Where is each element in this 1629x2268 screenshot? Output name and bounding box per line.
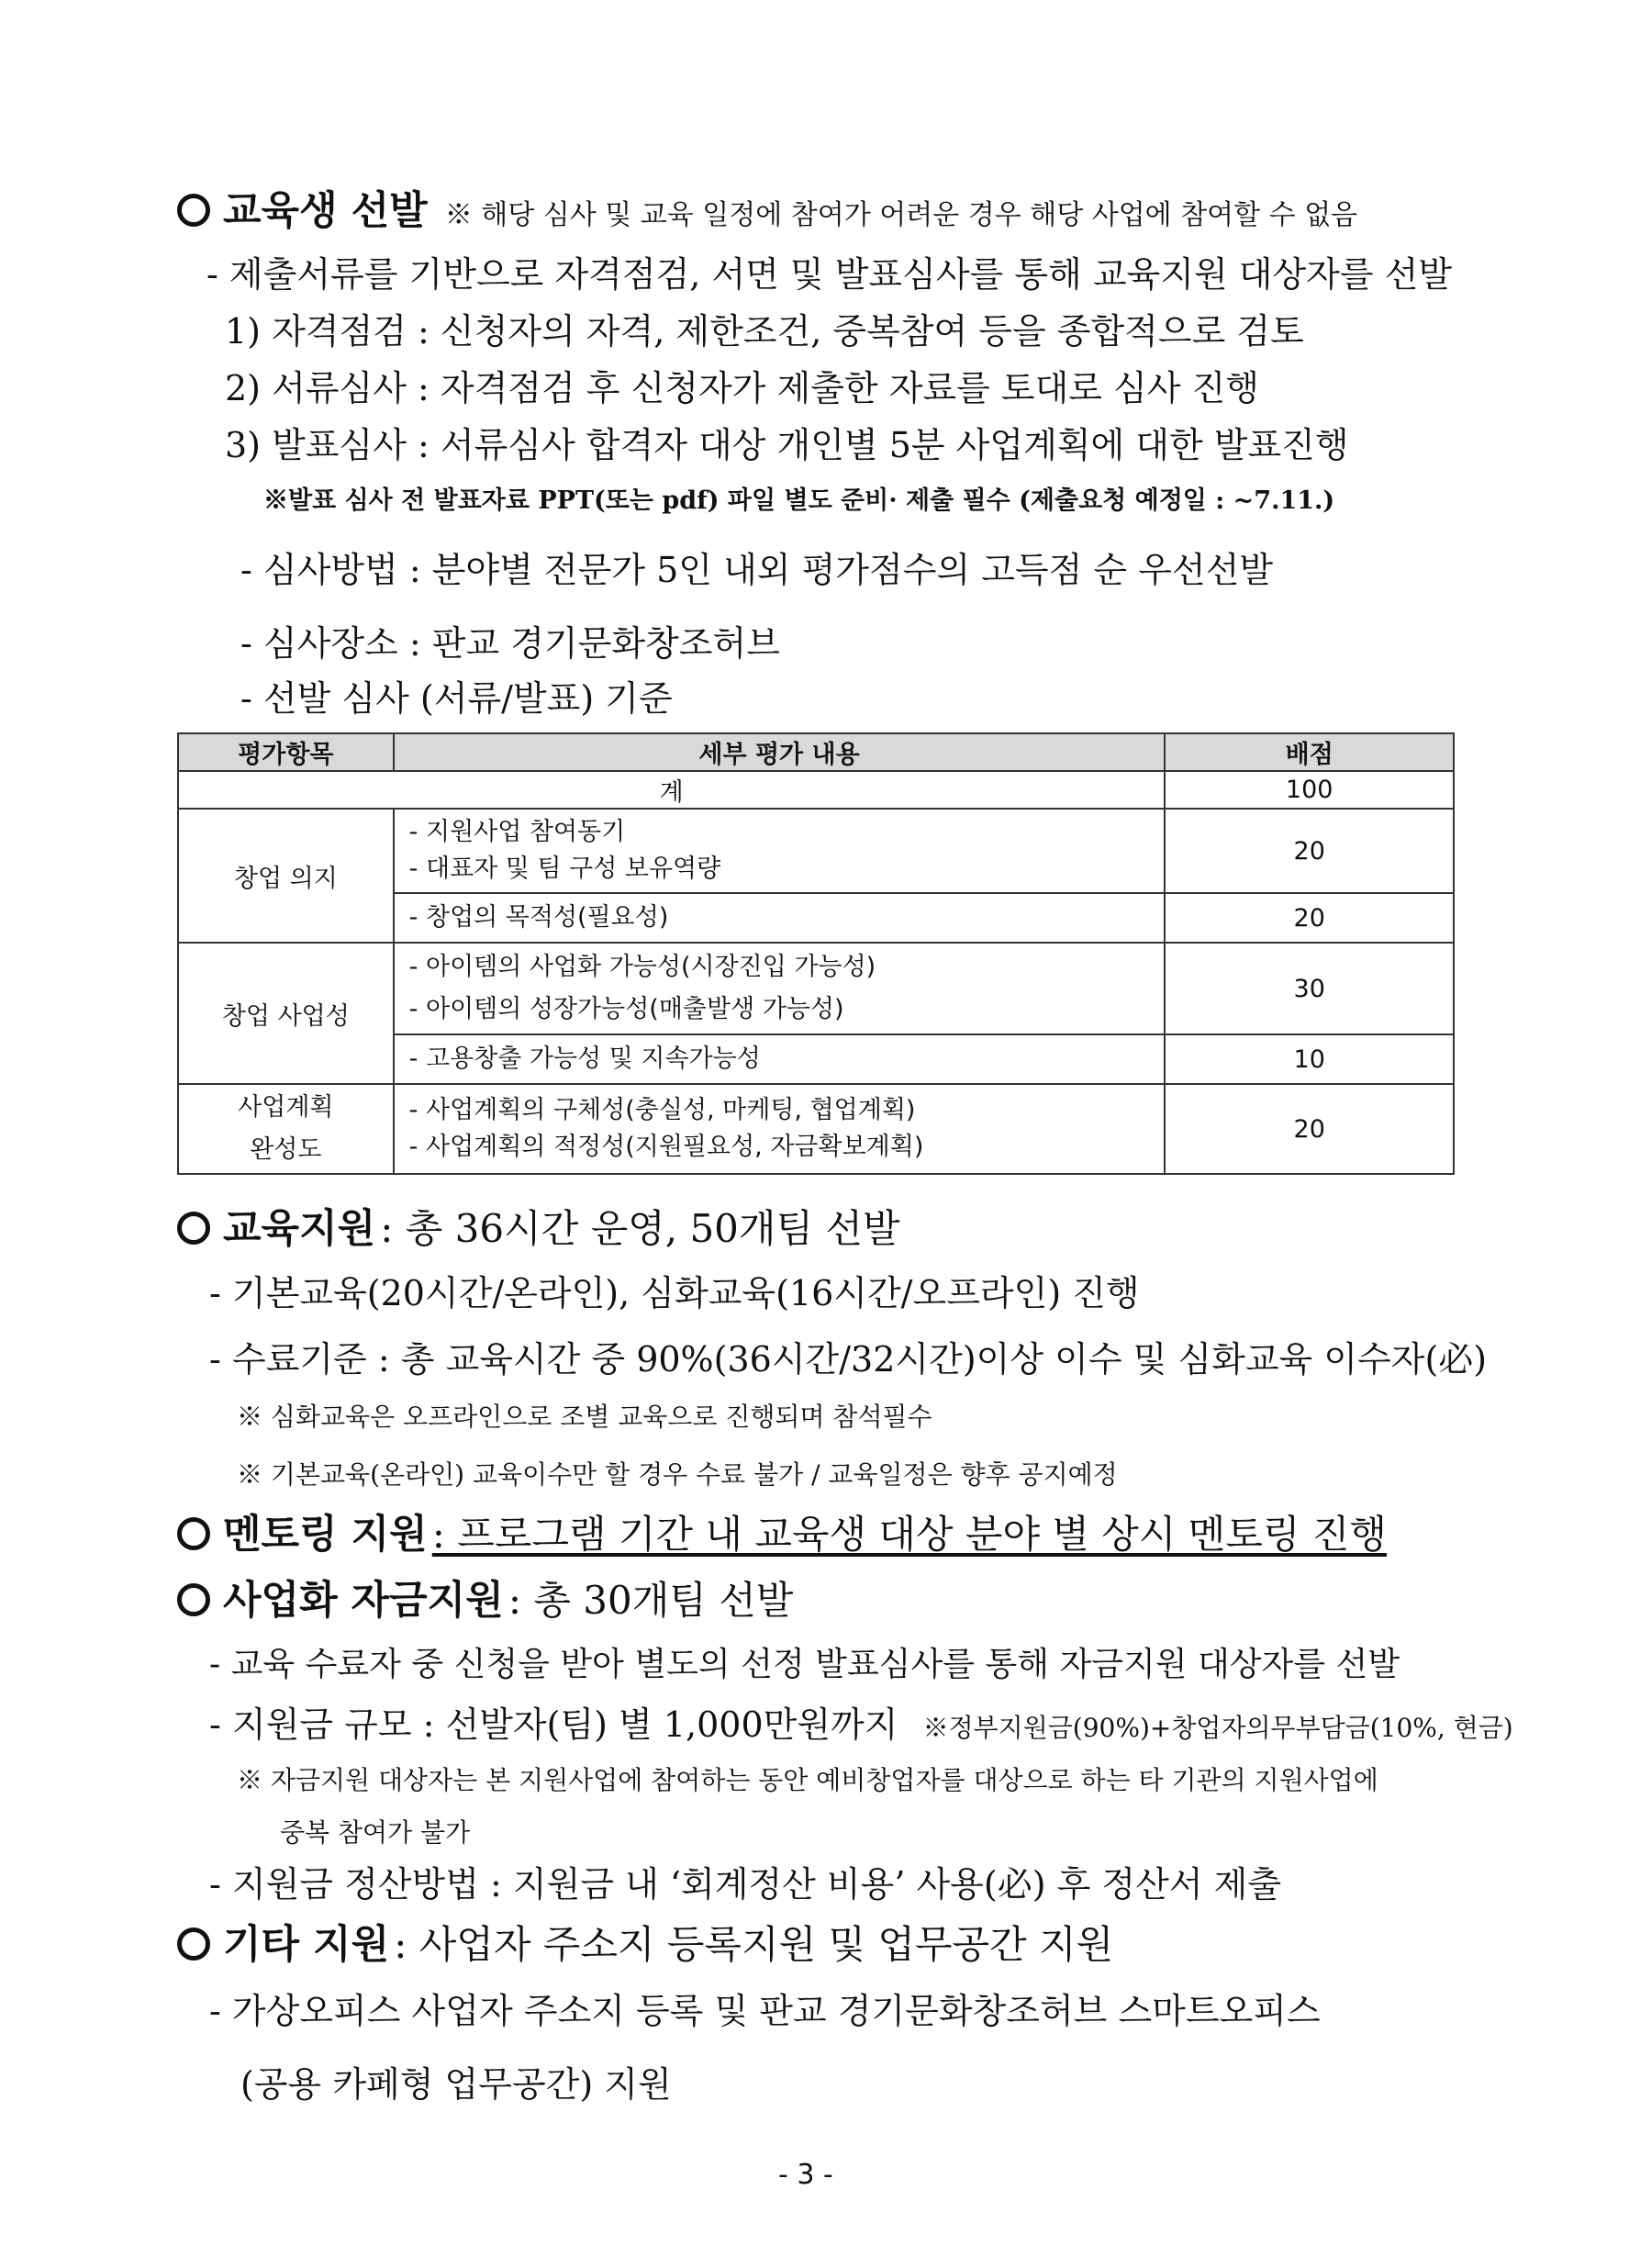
other-summary: : 사업자 주소지 등록지원 및 업무공간 지원 <box>394 1922 1114 1967</box>
score-cell: 10 <box>1165 1034 1454 1084</box>
funding-heading <box>177 1570 793 1626</box>
funding-summary: : 총 30개팀 선발 <box>508 1578 794 1623</box>
page-number: - 3 - <box>778 2159 833 2191</box>
education-title: 교육지원 <box>223 1206 376 1252</box>
detail-line: - 지원사업 참여동기 <box>408 818 626 846</box>
detail-cell <box>394 1084 1166 1174</box>
circle-bullet-icon <box>177 1212 210 1245</box>
detail-line: - 대표자 및 팀 구성 보유역량 <box>408 855 721 883</box>
other-heading <box>177 1914 1113 1970</box>
other-line-1: - 가상오피스 사업자 주소지 등록 및 판교 경기문화창조허브 스마트오피스 <box>209 1991 1321 2031</box>
category-business: 창업 사업성 <box>178 943 394 1084</box>
mentoring-title: 멘토링 지원 <box>223 1512 428 1558</box>
education-line-2: - 수료기준 : 총 교육시간 중 90%(36시간/32시간)이상 이수 및 심화교육 이수자(必) <box>209 1339 1488 1380</box>
circle-bullet-icon <box>177 194 210 227</box>
score-cell: 30 <box>1165 943 1454 1034</box>
table-row <box>178 771 1454 809</box>
header-score: 배점 <box>1165 733 1454 771</box>
funding-note-1b: 중복 참여가 불가 <box>280 1817 471 1848</box>
detail-line: - 아이템의 성장가능성(매출발생 가능성) <box>408 995 844 1023</box>
mentoring-summary: : 프로그램 기간 내 교육생 대상 분야 별 상시 멘토링 진행 <box>431 1512 1388 1557</box>
selection-step-3: 3) 발표심사 : 서류심사 합격자 대상 개인별 5분 사업계획에 대한 발표진행 <box>225 425 1349 465</box>
selection-step-1: 1) 자격점검 : 신청자의 자격, 제한조건, 중복참여 등을 종합적으로 검토 <box>225 311 1304 352</box>
score-cell: 20 <box>1165 809 1454 893</box>
table-row <box>178 943 1454 1034</box>
total-value: 100 <box>1165 771 1454 809</box>
detail-cell <box>394 809 1166 893</box>
detail-line: - 아이템의 사업화 가능성(시장진입 가능성) <box>408 953 876 981</box>
other-title: 기타 지원 <box>223 1922 390 1968</box>
education-heading <box>177 1198 900 1254</box>
detail-line: - 창업의 목적성(필요성) <box>394 893 1166 943</box>
table-header-row <box>178 733 1454 771</box>
category-plan <box>178 1084 394 1174</box>
header-category: 평가항목 <box>178 733 394 771</box>
education-note-1: ※ 심화교육은 오프라인으로 조별 교육으로 진행되며 참석필수 <box>237 1402 932 1432</box>
selection-note: ※ 해당 심사 및 교육 일정에 참여가 어려운 경우 해당 사업에 참여할 수 없음 <box>444 199 1358 231</box>
selection-heading <box>177 180 1357 236</box>
ppt-note: ※발표 심사 전 발표자료 PPT(또는 pdf) 파일 별도 준비· 제출 필수 (제출요청 예정일 : ~7.11.) <box>263 486 1335 515</box>
mentoring-heading <box>177 1503 1387 1559</box>
circle-bullet-icon <box>177 1517 210 1550</box>
detail-cell <box>394 943 1166 1034</box>
selection-title: 교육생 선발 <box>223 188 428 234</box>
category-line: 사업계획 <box>238 1093 334 1122</box>
funding-note-1: ※ 자금지원 대상자는 본 지원사업에 참여하는 동안 예비창업자를 대상으로 하는 타 기관의 지원사업에 <box>237 1765 1378 1795</box>
category-line: 완성도 <box>250 1135 322 1164</box>
detail-line: - 사업계획의 적정성(지원필요성, 자금확보계획) <box>408 1133 924 1161</box>
table-row <box>178 1084 1454 1174</box>
education-note-2: ※ 기본교육(온라인) 교육이수만 할 경우 수료 불가 / 교육일정은 향후 공지예정 <box>237 1459 1118 1490</box>
selection-step-2: 2) 서류심사 : 자격점검 후 신청자가 제출한 자료를 토대로 심사 진행 <box>225 368 1260 408</box>
score-cell: 20 <box>1165 893 1454 943</box>
evaluation-table <box>177 732 1455 1175</box>
table-row <box>178 809 1454 893</box>
education-summary: : 총 36시간 운영, 50개팀 선발 <box>380 1206 900 1251</box>
funding-line-2-note: ※정부지원금(90%)+창업자의무부담금(10%, 현금) <box>922 1713 1513 1743</box>
funding-title: 사업화 자금지원 <box>223 1578 504 1624</box>
score-cell: 20 <box>1165 1084 1454 1174</box>
detail-line: - 사업계획의 구체성(충실성, 마케팅, 협업계획) <box>408 1096 916 1124</box>
header-detail: 세부 평가 내용 <box>394 733 1166 771</box>
circle-bullet-icon <box>177 1583 210 1616</box>
other-line-1b: (공용 카페형 업무공간) 지원 <box>240 2064 672 2105</box>
selection-criteria-label: - 선발 심사 (서류/발표) 기준 <box>240 678 673 719</box>
category-will: 창업 의지 <box>178 809 394 943</box>
detail-line: - 고용창출 가능성 및 지속가능성 <box>394 1034 1166 1084</box>
funding-line-2-wrap <box>209 1696 1513 1747</box>
selection-method: - 심사방법 : 분야별 전문가 5인 내외 평가점수의 고득점 순 우선선발 <box>240 550 1274 590</box>
funding-line-3: - 지원금 정산방법 : 지원금 내 ‘회계정산 비용’ 사용(必) 후 정산서 제출 <box>209 1864 1282 1905</box>
selection-intro: - 제출서류를 기반으로 자격점검, 서면 및 발표심사를 통해 교육지원 대상자를 선발 <box>206 254 1453 295</box>
funding-line-1: - 교육 수료자 중 신청을 받아 별도의 선정 발표심사를 통해 자금지원 대상자를 선발 <box>209 1646 1400 1683</box>
total-label: 계 <box>178 771 1165 809</box>
education-line-1: - 기본교육(20시간/온라인), 심화교육(16시간/오프라인) 진행 <box>209 1273 1140 1313</box>
funding-line-2: - 지원금 규모 : 선발자(팀) 별 1,000만원까지 <box>209 1704 898 1745</box>
selection-location: - 심사장소 : 판교 경기문화창조허브 <box>240 623 780 664</box>
circle-bullet-icon <box>177 1927 210 1961</box>
